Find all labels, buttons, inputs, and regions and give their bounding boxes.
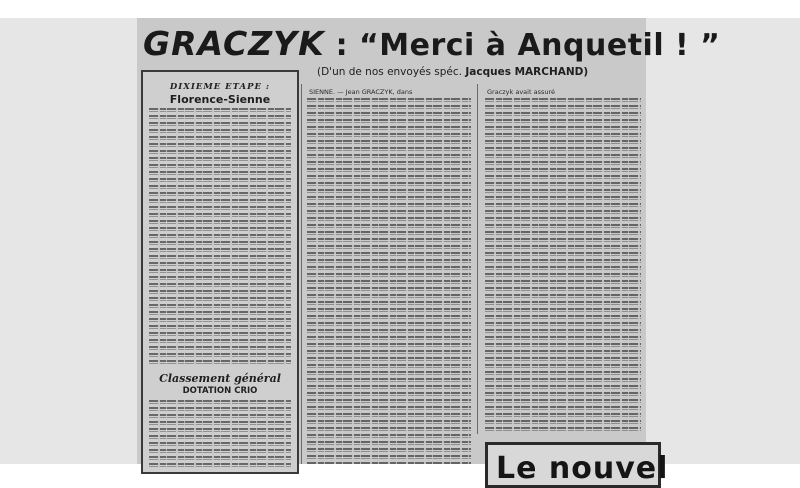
headline [143,24,721,72]
column-rule-2 [477,84,478,434]
standings-subtitle: DOTATION CRIO [182,386,258,396]
column-rule-1 [301,84,302,464]
next-article-box [485,442,669,488]
standings-text [149,400,291,468]
article-column-1 [307,98,471,464]
column-1-lead: SIENNE. — Jean GRACZYK, dans [309,88,413,96]
stage-results-box [141,70,299,474]
stage-results-text [149,108,291,366]
stage-name: Florence-Sienne [169,93,271,106]
byline-author: Jacques MARCHAND) [465,66,589,78]
standings-title: Classement général [159,372,281,385]
byline [317,66,645,82]
article-column-2 [485,98,641,434]
stage-title: DIXIEME ETAPE : [169,82,271,92]
headline-name: GRACZYK [143,24,325,63]
headline-separator: : [324,28,360,63]
next-article-heading: Le nouvel [496,451,669,486]
headline-quote: “Merci à Anquetil ! ” [359,28,721,63]
newspaper-clipping [137,18,721,486]
column-2-lead: Graczyk avait assuré [487,88,555,96]
byline-prefix: (D'un de nos envoyés spéc. [317,66,463,78]
